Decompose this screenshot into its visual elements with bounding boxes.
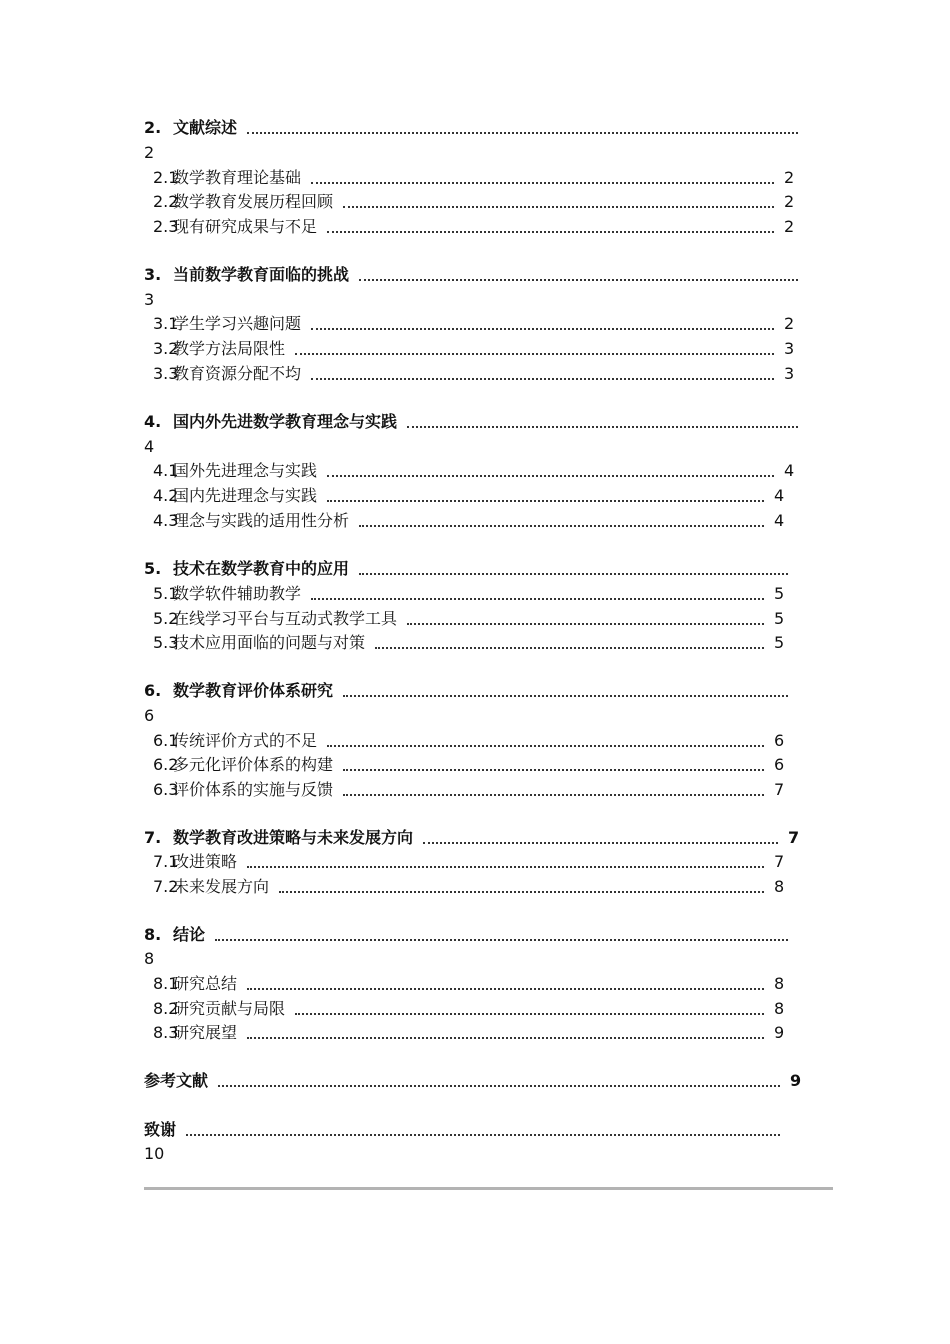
toc-number: 6.2 (153, 755, 179, 774)
toc-subentry[interactable] (144, 998, 844, 1020)
page-number: 3 (144, 290, 155, 309)
toc-entry[interactable] (144, 264, 844, 286)
dot-leader (359, 279, 798, 281)
toc-title: 现有研究成果与不足 (173, 217, 318, 236)
page-number: 3 (784, 339, 795, 358)
toc-title: 数学教育评价体系研究 (173, 681, 334, 700)
page-number: 8 (144, 949, 155, 968)
toc-number: 3.3 (153, 364, 179, 383)
toc-entry[interactable] (144, 558, 844, 580)
toc-entry[interactable] (144, 1070, 844, 1092)
bottom-divider (144, 1187, 833, 1190)
page-number: 4 (144, 437, 155, 456)
toc-title: 国内先进理念与实践 (173, 486, 318, 505)
page-number: 5 (774, 584, 785, 603)
toc-entry[interactable] (144, 827, 844, 849)
page-number: 6 (774, 731, 785, 750)
toc-title: 结论 (173, 925, 206, 944)
page-number: 7 (788, 828, 800, 847)
dot-leader (375, 647, 764, 649)
page-number: 9 (774, 1023, 785, 1042)
dot-leader (343, 794, 764, 796)
toc-title: 研究总结 (173, 974, 238, 993)
dot-leader (247, 1037, 764, 1039)
toc-subentry[interactable] (144, 1022, 844, 1044)
toc-number: 7.2 (153, 877, 179, 896)
toc-subentry[interactable] (144, 460, 844, 482)
page-number: 2 (784, 168, 795, 187)
dot-leader (311, 378, 774, 380)
toc-title: 改进策略 (173, 852, 238, 871)
toc-title: 在线学习平台与互动式教学工具 (173, 609, 398, 628)
toc-entry[interactable] (144, 924, 844, 946)
toc-number: 2.2 (153, 192, 179, 211)
page-number: 4 (774, 511, 785, 530)
toc-number: 8. (144, 925, 162, 944)
toc-number: 3. (144, 265, 162, 284)
page-number: 3 (784, 364, 795, 383)
page-number: 4 (784, 461, 795, 480)
dot-leader (279, 891, 764, 893)
toc-title: 当前数学教育面临的挑战 (173, 265, 350, 284)
toc-subentry[interactable] (144, 510, 844, 532)
toc-number: 4.2 (153, 486, 179, 505)
toc-number: 2.1 (153, 168, 179, 187)
dot-leader (343, 769, 764, 771)
page-number: 7 (774, 780, 785, 799)
toc-title: 国内外先进数学教育理念与实践 (173, 412, 398, 431)
toc-title: 技术在数学教育中的应用 (173, 559, 350, 578)
page-number: 2 (784, 192, 795, 211)
toc-subentry[interactable] (144, 779, 844, 801)
toc-number: 8.2 (153, 999, 179, 1018)
toc-subentry[interactable] (144, 608, 844, 630)
toc-number: 7.1 (153, 852, 179, 871)
dot-leader (359, 573, 788, 575)
toc-entry[interactable] (144, 1119, 844, 1141)
toc-title: 文献综述 (173, 118, 238, 137)
dot-leader (359, 525, 764, 527)
toc-title: 未来发展方向 (173, 877, 270, 896)
toc-subentry[interactable] (144, 313, 844, 335)
toc-title: 数学教育理论基础 (173, 168, 302, 187)
toc-title: 多元化评价体系的构建 (173, 755, 334, 774)
toc-subentry[interactable] (144, 730, 844, 752)
page-number: 2 (144, 143, 155, 162)
toc-number: 3.2 (153, 339, 179, 358)
page-number: 7 (774, 852, 785, 871)
toc-number: 2.3 (153, 217, 179, 236)
toc-number: 6.1 (153, 731, 179, 750)
page-number: 10 (144, 1144, 165, 1163)
dot-leader (295, 353, 774, 355)
toc-title: 技术应用面临的问题与对策 (173, 633, 366, 652)
toc-number: 5.1 (153, 584, 179, 603)
dot-leader (407, 623, 764, 625)
dot-leader (343, 695, 788, 697)
toc-title: 数学教育改进策略与未来发展方向 (173, 828, 414, 847)
dot-leader (186, 1134, 780, 1136)
dot-leader (327, 475, 774, 477)
toc-subentry[interactable] (144, 851, 844, 873)
toc-title: 传统评价方式的不足 (173, 731, 318, 750)
toc-subentry[interactable] (144, 167, 844, 189)
page-number: 5 (774, 609, 785, 628)
toc-entry[interactable] (144, 411, 844, 433)
dot-leader (218, 1085, 780, 1087)
toc-title: 国外先进理念与实践 (173, 461, 318, 480)
dot-leader (247, 866, 764, 868)
toc-title: 致谢 (144, 1120, 177, 1139)
toc-title: 数学教育发展历程回顾 (173, 192, 334, 211)
page-number: 8 (774, 974, 785, 993)
toc-subentry[interactable] (144, 216, 844, 238)
dot-leader (343, 206, 774, 208)
toc-title: 评价体系的实施与反馈 (173, 780, 334, 799)
toc-number: 6.3 (153, 780, 179, 799)
toc-number: 5.3 (153, 633, 179, 652)
toc-title: 研究贡献与局限 (173, 999, 286, 1018)
toc-subentry[interactable] (144, 485, 844, 507)
toc-subentry[interactable] (144, 363, 844, 385)
dot-leader (247, 132, 798, 134)
toc-title: 教学方法局限性 (173, 339, 286, 358)
toc-number: 3.1 (153, 314, 179, 333)
toc-number: 8.3 (153, 1023, 179, 1042)
page-number: 8 (774, 877, 785, 896)
toc-subentry[interactable] (144, 338, 844, 360)
toc-subentry[interactable] (144, 973, 844, 995)
page-number: 9 (790, 1071, 802, 1090)
toc-title: 研究展望 (173, 1023, 238, 1042)
toc-number: 2. (144, 118, 162, 137)
toc-number: 4.3 (153, 511, 179, 530)
toc-subentry[interactable] (144, 876, 844, 898)
dot-leader (407, 426, 798, 428)
toc-number: 4.1 (153, 461, 179, 480)
toc-entry[interactable] (144, 680, 844, 702)
dot-leader (311, 598, 764, 600)
dot-leader (327, 231, 774, 233)
toc-subentry[interactable] (144, 632, 844, 654)
toc-number: 5. (144, 559, 162, 578)
page-number: 8 (774, 999, 785, 1018)
page-number: 2 (784, 217, 795, 236)
toc-title: 学生学习兴趣问题 (173, 314, 302, 333)
toc-subentry[interactable] (144, 583, 844, 605)
dot-leader (327, 500, 764, 502)
dot-leader (423, 842, 778, 844)
toc-number: 8.1 (153, 974, 179, 993)
page-number: 2 (784, 314, 795, 333)
page-number: 6 (144, 706, 155, 725)
dot-leader (247, 988, 764, 990)
toc-subentry[interactable] (144, 754, 844, 776)
dot-leader (327, 745, 764, 747)
page-number: 5 (774, 633, 785, 652)
toc-number: 4. (144, 412, 162, 431)
dot-leader (215, 939, 788, 941)
toc-title: 教育资源分配不均 (173, 364, 302, 383)
toc-title: 数学软件辅助教学 (173, 584, 302, 603)
toc-entry[interactable] (144, 117, 844, 139)
page-number: 4 (774, 486, 785, 505)
dot-leader (311, 182, 774, 184)
toc-number: 5.2 (153, 609, 179, 628)
dot-leader (295, 1013, 764, 1015)
dot-leader (311, 328, 774, 330)
toc-title: 参考文献 (144, 1071, 209, 1090)
toc-number: 7. (144, 828, 162, 847)
toc-subentry[interactable] (144, 191, 844, 213)
toc-title: 理念与实践的适用性分析 (173, 511, 350, 530)
toc-number: 6. (144, 681, 162, 700)
page-number: 6 (774, 755, 785, 774)
